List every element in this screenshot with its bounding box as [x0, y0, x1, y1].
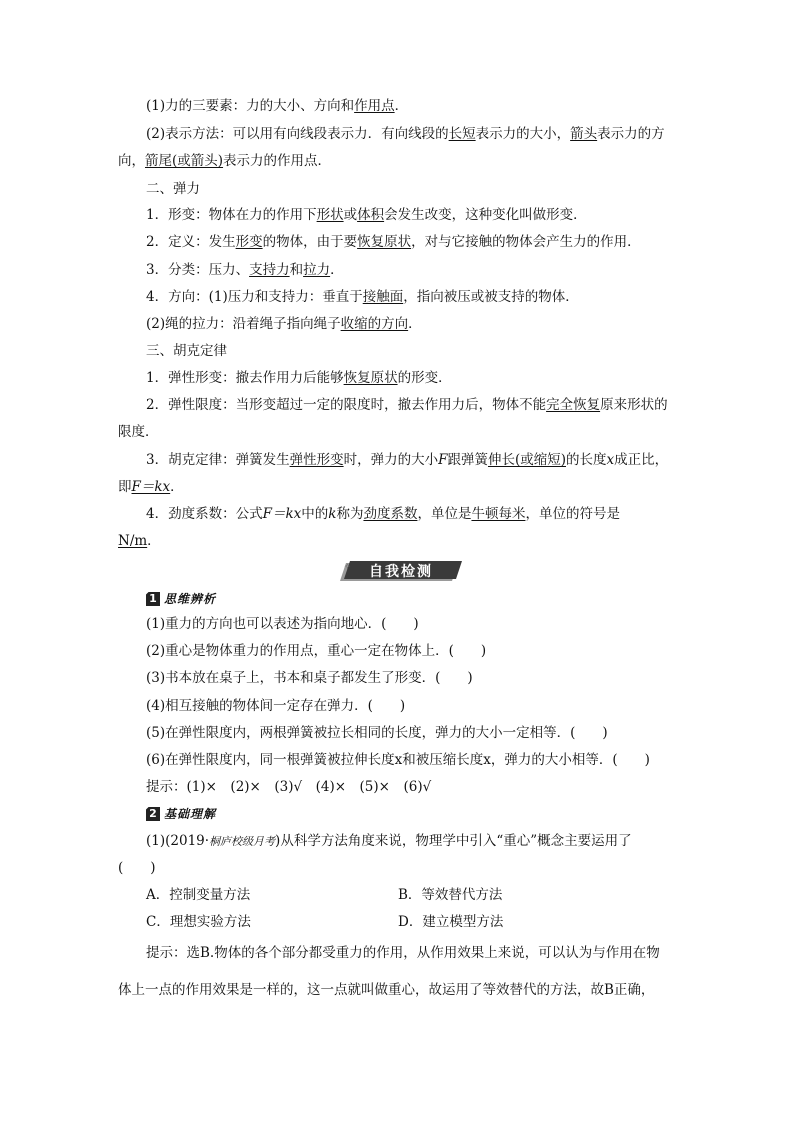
section-number-badge: 2 — [146, 807, 160, 821]
judge-hint: 提示：(1)× (2)× (3)√ (4)× (5)× (6)√ — [146, 779, 432, 795]
elastic-rope-tension: (2)绳的拉力：沿着绳子指向绳子收缩的方向． — [146, 316, 422, 332]
svg-text:✧: ✧ — [344, 562, 351, 571]
elastic-deformation: 1．形变：物体在力的作用下形状或体积会发生改变，这种变化叫做形变． — [146, 207, 587, 223]
judge-item: (2)重心是物体重力的作用点，重心一定在物体上．( ) — [146, 643, 487, 659]
force-representation-line1: (2)表示方法：可以用有向线段表示力．有向线段的长短表示力的大小，箭头表示力的方 — [146, 126, 665, 142]
hooke-elastic-deformation: 1．弹性形变：撤去作用力后能够恢复原状的形变． — [146, 370, 452, 386]
judge-item: (1)重力的方向也可以表述为指向地心．( ) — [146, 616, 419, 632]
option-a: A．控制变量方法 — [146, 887, 251, 903]
elastic-direction: 4．方向：(1)压力和支持力：垂直于接触面，指向被压或被支持的物体． — [146, 289, 579, 305]
judge-item: (3)书本放在桌子上，书本和桌子都发生了形变．( ) — [146, 670, 473, 686]
hooke-coefficient-line1: 4．劲度系数：公式F＝kx中的k称为劲度系数，单位是牛顿每米，单位的符号是 — [146, 506, 620, 522]
section-basic-heading — [146, 805, 216, 822]
option-d: D．建立模型方法 — [398, 914, 504, 930]
question-stem: (1)(2019·桐庐校级月考)从科学方法角度来说，物理学中引入“重心”概念主要运用了 — [146, 833, 632, 849]
answer-line1: 提示：选B.物体的各个部分都受重力的作用，从作用效果上来说，可以认为与作用在物 — [146, 945, 660, 961]
elastic-types: 3．分类：压力、支持力和拉力． — [146, 262, 344, 278]
option-c: C．理想实验方法 — [146, 914, 251, 930]
self-check-banner: ✧ 自我检测 — [338, 560, 464, 584]
elastic-heading: 二、弹力 — [146, 181, 200, 197]
force-three-elements: (1)力的三要素：力的大小、方向和作用点． — [146, 98, 409, 114]
force-representation-line2: 向，箭尾(或箭头)表示力的作用点． — [118, 153, 332, 169]
answer-line2: 体上一点的作用效果是一样的，这一点就叫做重心，故运用了等效替代的方法，故B正确， — [118, 982, 655, 998]
hooke-limit-line1: 2．弹性限度：当形变超过一定的限度时，撤去作用力后，物体不能完全恢复原来形状的 — [146, 397, 668, 413]
hooke-limit-line2: 限度． — [118, 424, 159, 440]
elastic-definition: 2．定义：发生形变的物体，由于要恢复原状，对与它接触的物体会产生力的作用． — [146, 234, 641, 250]
hooke-law-line2: 即F＝kx． — [118, 479, 184, 495]
judge-item: (5)在弹性限度内，两根弹簧被拉长相同的长度，弹力的大小一定相等．( ) — [146, 725, 608, 741]
question-blank: ( ) — [118, 860, 156, 876]
section-label: 基础理解 — [164, 807, 217, 821]
section-label: 思维辨析 — [164, 592, 217, 606]
section-thinking-heading — [146, 590, 216, 607]
judge-item: (6)在弹性限度内，同一根弹簧被拉伸长度x和被压缩长度x，弹力的大小相等．( ) — [146, 752, 650, 768]
option-b: B．等效替代方法 — [398, 887, 503, 903]
hooke-heading: 三、胡克定律 — [146, 343, 227, 359]
hooke-coefficient-line2: N/m． — [118, 533, 161, 549]
judge-item: (4)相互接触的物体间一定存在弹力．( ) — [146, 698, 406, 714]
hooke-law-line1: 3．胡克定律：弹簧发生弹性形变时，弹力的大小F跟弹簧伸长(或缩短)的长度x成正比， — [146, 452, 669, 468]
section-number-badge: 1 — [146, 592, 160, 606]
